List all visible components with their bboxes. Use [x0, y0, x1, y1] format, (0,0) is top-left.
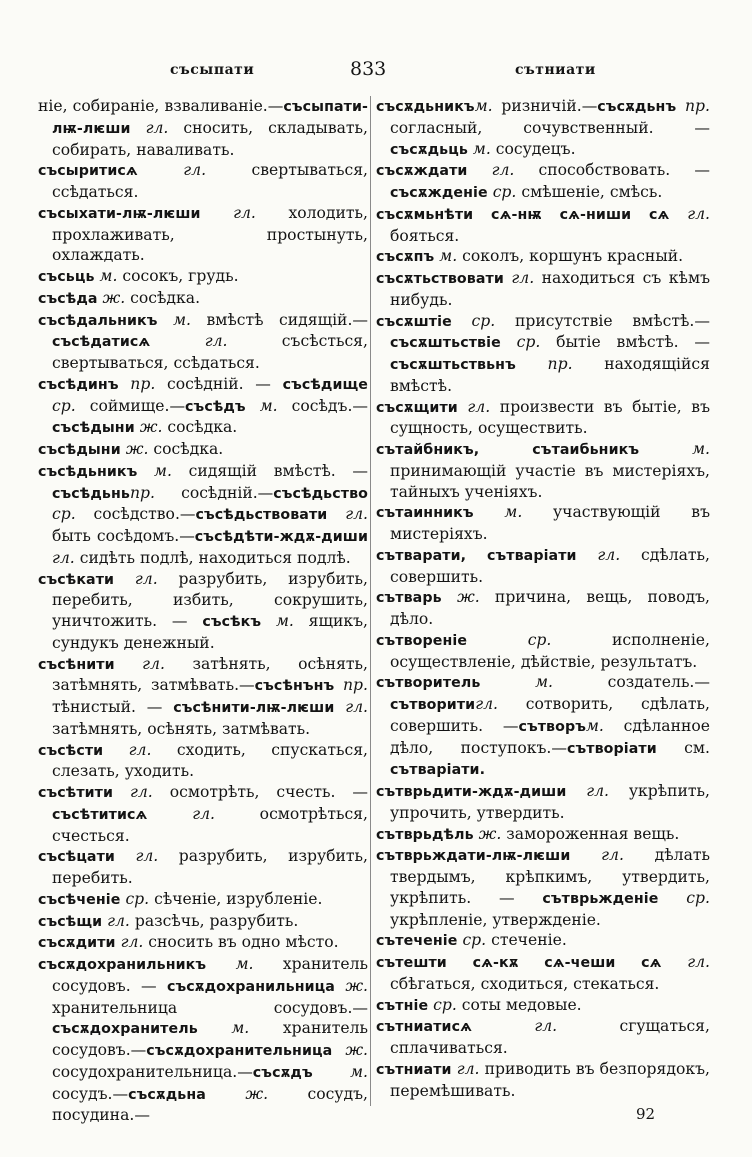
definition-text: дѣлать твердымъ, крѣпкимъ, утвердить, укрѣпить. —	[390, 846, 710, 907]
grammar-label: ср.	[125, 889, 150, 908]
grammar-label: гл.	[687, 953, 710, 971]
dictionary-entry	[38, 439, 368, 461]
grammar-label: м.	[231, 1019, 250, 1038]
headword: съсѣтити	[38, 785, 114, 801]
definition-text: соколъ, коршунъ красный.	[457, 247, 684, 266]
dictionary-entry	[38, 288, 368, 310]
definition-text	[452, 312, 472, 330]
grammar-label: ср.	[52, 396, 76, 415]
dictionary-entry	[376, 160, 710, 204]
definition-text	[119, 375, 131, 393]
dictionary-entry	[38, 954, 368, 1126]
headword: съсѣщи	[38, 913, 103, 930]
headword: съсѫдохранительница	[146, 1043, 333, 1059]
definition-text	[335, 977, 345, 995]
definition-text	[206, 955, 235, 973]
dictionary-entry	[376, 1016, 710, 1059]
headword: съсѣдьникъ	[38, 463, 138, 480]
headword: сътварь	[376, 590, 442, 607]
definition-text: сосѣдка.	[162, 418, 238, 437]
headword: съсѣнити-лѭ-лѥши	[173, 700, 335, 716]
headword: съсѣдьство	[273, 485, 368, 502]
definition-text	[501, 333, 517, 351]
headword: съсѣнънъ	[254, 678, 335, 695]
headword: съсѣдинъ	[38, 376, 119, 393]
grammar-label: ж.	[456, 588, 480, 607]
grammar-label: пр.	[547, 355, 573, 373]
headword: сътешти сѧ-кѫ сѧ-чеши сѧ	[376, 955, 662, 971]
grammar-label: гл.	[534, 1017, 558, 1036]
definition-text: сосѣдка.	[125, 288, 201, 307]
grammar-label: ср.	[471, 311, 496, 330]
headword: съсѫтьствовати	[376, 271, 504, 287]
definition-text	[639, 440, 692, 458]
definition-text: находиться съ кѣмъ нибудь.	[390, 269, 710, 309]
definition-text	[131, 119, 146, 137]
definition-text	[115, 655, 143, 673]
grammar-label: гл.	[345, 698, 368, 716]
headword: сътврьждати-лѭ-лѥши	[376, 848, 571, 865]
headword: съсѫдъ	[252, 1064, 313, 1081]
dictionary-entry	[376, 930, 710, 952]
definition-text	[137, 462, 154, 480]
dictionary-entry	[376, 246, 710, 268]
dictionary-entry	[38, 846, 368, 889]
grammar-label: гл.	[586, 782, 609, 800]
definition-text: разрубить, изрубить, перебить.	[52, 847, 368, 887]
definition-text: соймище.—	[75, 396, 186, 415]
grammar-label: гл.	[183, 161, 207, 180]
dictionary-entry	[376, 587, 710, 630]
definition-text: хранитель сосудовъ. —	[52, 955, 368, 995]
definition-text	[158, 311, 174, 329]
grammar-label: гл.	[601, 846, 624, 865]
headword: съсѣдъ	[185, 398, 246, 415]
definition-text: замороженная вещь.	[501, 824, 680, 843]
definition-text	[198, 1019, 232, 1037]
dictionary-entry	[376, 439, 710, 502]
headword: съсѣдьнь	[52, 485, 130, 502]
headword: съсѣцати	[38, 849, 115, 866]
definition-text	[138, 161, 183, 179]
definition-text: смѣшеніе, смѣсь.	[516, 183, 663, 201]
definition-text: быть сосѣдомъ.—	[52, 527, 195, 545]
headword: съсѣдальникъ	[38, 312, 158, 329]
dictionary-entry	[38, 461, 368, 569]
definition-text: сдѣлать, совершить.	[390, 545, 710, 586]
grammar-label: ж.	[345, 1041, 368, 1059]
grammar-label: пр.	[129, 483, 155, 502]
definition-text	[658, 889, 686, 907]
grammar-label: ср.	[527, 630, 552, 649]
header-left-guide-word: съсыпати	[170, 62, 255, 78]
grammar-label: гл.	[597, 545, 621, 564]
grammar-label: ср.	[516, 333, 541, 352]
definition-text: сгущаться, сплачиваться.	[390, 1017, 710, 1057]
grammar-label: ж.	[102, 288, 126, 307]
definition-text: приводить въ безпорядокъ, перемѣшивать.	[390, 1059, 710, 1100]
dictionary-entry	[376, 397, 710, 440]
headword: съсѫщити	[376, 399, 458, 416]
dictionary-entry	[376, 502, 710, 545]
headword: съсѫдьна	[128, 1086, 206, 1103]
definition-text: сосѣдка.	[148, 440, 224, 458]
definition-text: сосудъ, посудина.—	[52, 1084, 368, 1125]
dictionary-entry	[376, 672, 710, 781]
definition-text: разрубить, изрубить, перебить, избить, сокрушить, уничтожить. —	[52, 569, 368, 630]
headword: сътеченіе	[376, 933, 458, 950]
definition-text: сосудохранительница.—	[52, 1062, 253, 1081]
definition-text	[114, 570, 135, 588]
definition-text: находящійся вмѣстѣ.	[390, 355, 710, 395]
grammar-label: пр.	[130, 374, 156, 393]
dictionary-entry	[38, 782, 368, 846]
grammar-label: м.	[259, 396, 278, 415]
definition-text: сосокъ, грудь.	[117, 267, 239, 285]
headword: съсыритисѧ	[38, 163, 138, 180]
headword: сътворiати	[566, 740, 657, 757]
definition-text	[201, 204, 234, 222]
headword: сътніе	[376, 997, 429, 1014]
headword: съсѫдити	[38, 935, 116, 952]
left-column	[38, 96, 368, 1126]
dictionary-entry	[38, 160, 368, 203]
definition-text	[577, 546, 598, 564]
headword: сътврьжденіе	[542, 890, 659, 907]
headword: съсѣнити	[38, 656, 115, 673]
grammar-label: м.	[504, 503, 523, 522]
definition-text	[334, 676, 343, 694]
headword: съсѣдѣти-ждѫ-диши	[194, 529, 368, 545]
definition-text: способствовать. —	[514, 161, 710, 180]
definition-text: произвести въ бытіе, въ сущность, осуществить.	[390, 397, 710, 438]
definition-text: укрѣпить, упрочить, утвердить.	[390, 782, 710, 822]
definition-text	[570, 846, 601, 864]
definition-text: холодить, прохлаживать, простынуть, охлаждать.	[52, 203, 368, 265]
definition-text: затѣнять, осѣнять, затѣмнять, затмѣвать.—	[52, 654, 368, 695]
grammar-label: гл.	[511, 269, 535, 287]
definition-text: ризничій.—	[492, 97, 598, 115]
definition-text: сносить въ одно мѣсто.	[143, 933, 339, 952]
definition-text: вмѣстѣ сидящій.—	[190, 310, 368, 329]
definition-text: соты медовые.	[456, 995, 582, 1014]
definition-text: сбѣгаться, сходиться, стекаться.	[390, 974, 660, 993]
headword: съсѫпъ	[376, 249, 435, 266]
definition-text	[480, 673, 535, 691]
headword: съсѣкъ	[202, 614, 262, 630]
definition-text: сосѣдство.—	[75, 505, 196, 524]
grammar-label: гл.	[475, 695, 498, 713]
definition-text	[313, 1063, 350, 1081]
definition-text	[442, 588, 457, 606]
definition-text: затѣмнять, осѣнять, затмѣвать.	[52, 719, 311, 738]
dictionary-entry	[376, 96, 710, 160]
grammar-label: гл.	[233, 203, 256, 222]
grammar-label: ср.	[433, 995, 457, 1014]
header-right-guide-word: сътниати	[515, 62, 596, 78]
dictionary-entry	[38, 266, 368, 288]
grammar-label: гл.	[128, 740, 152, 759]
grammar-label: м.	[350, 1062, 368, 1081]
headword: съсѫштьствьнъ	[390, 357, 516, 373]
grammar-label: ср.	[462, 931, 487, 950]
headword: съсѣченіе	[38, 891, 121, 908]
grammar-label: гл.	[130, 783, 153, 801]
headword: съсѫдохранильница	[167, 978, 335, 995]
definition-text: сосѣдній. —	[155, 374, 283, 393]
grammar-label: ж.	[139, 418, 163, 437]
grammar-label: м.	[535, 673, 553, 692]
grammar-label: ж.	[125, 440, 149, 458]
grammar-label: пр.	[343, 676, 368, 695]
headword: съсѣкати	[38, 571, 115, 588]
headword: съсѫдьць	[390, 141, 468, 158]
headword: съсѣда	[38, 290, 98, 307]
dictionary-entry	[38, 374, 368, 439]
headword: съсѣтитисѧ	[52, 806, 148, 823]
definition-text	[103, 741, 128, 759]
grammar-label: ср.	[686, 888, 710, 907]
definition-text: ніе, собираніе, взваливаніе.—	[38, 97, 284, 115]
definition-text: сѣченіе, изрубленіе.	[149, 889, 323, 908]
definition-text: съсѣсться, свертываться, ссѣдаться.	[52, 332, 368, 372]
definition-text	[150, 332, 204, 350]
headword: сътврьдѣль	[376, 826, 474, 843]
definition-text	[474, 503, 505, 521]
headword: сътайбникъ, сътаибьникъ	[376, 442, 640, 458]
dictionary-entry	[38, 654, 368, 740]
right-column	[376, 96, 710, 1101]
definition-text	[115, 847, 136, 865]
definition-text	[246, 397, 260, 415]
definition-text	[458, 398, 468, 416]
definition-text: сходить, спускаться, слезать, уходить.	[52, 740, 368, 781]
grammar-label: ср.	[492, 183, 517, 201]
grammar-label: гл.	[456, 1059, 480, 1078]
dictionary-entry	[376, 1059, 710, 1102]
dictionary-entry	[376, 824, 710, 846]
dictionary-entry	[376, 204, 710, 247]
definition-text: хранительница сосудовъ.—	[52, 998, 368, 1017]
grammar-label: м.	[235, 955, 254, 973]
dictionary-entry	[376, 311, 710, 397]
definition-text: причина, вещь, поводъ, дѣло.	[390, 588, 710, 628]
grammar-label: м.	[585, 716, 604, 735]
definition-text: осмотрѣть, счесть. —	[152, 783, 368, 801]
definition-text	[676, 97, 685, 115]
definition-text	[467, 631, 528, 649]
headword: сътворитель	[376, 675, 481, 692]
definition-text: свертываться, ссѣдаться.	[52, 161, 368, 201]
definition-text: исполненіе, осуществленіе, дѣйствіе, результатъ.	[390, 630, 710, 671]
definition-text: тѣнистый. —	[52, 698, 174, 716]
definition-text: бытіе вмѣстѣ. —	[540, 333, 710, 352]
headword: сътниатисѧ	[376, 1019, 472, 1036]
definition-text: присутствіе вмѣстѣ.—	[495, 311, 710, 330]
dictionary-entry	[38, 310, 368, 374]
grammar-label: гл.	[345, 505, 368, 524]
definition-text: сидѣть подлѣ, находиться подлѣ.	[74, 548, 351, 567]
headword: съсѫжденіе	[390, 185, 488, 201]
headword: съсѣдьствовати	[195, 507, 328, 524]
headword: сътвореніе	[376, 632, 468, 649]
grammar-label: гл.	[145, 118, 169, 137]
definition-text	[113, 783, 130, 801]
headword: съсѫдьникъ	[376, 99, 475, 115]
grammar-label: гл.	[467, 397, 491, 416]
definition-text: ящикъ, сундукъ денежный.	[52, 612, 368, 652]
definition-text: см.	[656, 738, 710, 757]
definition-text	[662, 953, 688, 971]
definition-text: осмотрѣться, счесться.	[52, 804, 368, 845]
dictionary-entry	[38, 96, 368, 160]
definition-text	[566, 782, 586, 800]
definition-text	[334, 698, 345, 716]
definition-text: сосѣдъ.—	[277, 396, 368, 415]
definition-text: принимающій участіе въ мистеріяхъ, тайныхъ ученіяхъ.	[390, 461, 710, 501]
page-number: 833	[350, 58, 387, 80]
dictionary-entry	[38, 740, 368, 783]
headword: сътварiати.	[390, 762, 486, 779]
grammar-label: ж.	[478, 824, 502, 843]
definition-text	[467, 161, 491, 179]
grammar-label: м.	[173, 310, 191, 329]
definition-text: сидящій вмѣстѣ. —	[171, 461, 368, 480]
grammar-label: м.	[472, 139, 491, 158]
headword: съсѫдьнъ	[597, 99, 677, 115]
headword: съсыхати-лѭ-лѥши	[38, 205, 201, 222]
running-header	[0, 58, 752, 86]
dictionary-entry	[38, 889, 368, 911]
dictionary-entry	[376, 845, 710, 930]
headword: съсѫштіе	[376, 313, 452, 330]
definition-text: бояться.	[390, 226, 460, 245]
headword: съсѫштьствіе	[390, 335, 501, 352]
headword: съсѫмьнѣти сѧ-нѭ сѧ-ниши сѧ	[376, 206, 670, 223]
headword: съсѣсти	[38, 742, 104, 759]
definition-text: сносить, складывать, собирать, наваливать.	[52, 118, 368, 159]
grammar-label: м.	[154, 461, 172, 480]
dictionary-entry	[376, 995, 710, 1017]
dictionary-entry	[38, 569, 368, 654]
dictionary-entry	[38, 203, 368, 266]
dictionary-entry	[376, 545, 710, 588]
grammar-label: ж.	[345, 976, 368, 995]
definition-text: сотворить, сдѣлать, совершить. —	[390, 695, 710, 735]
definition-text: укрѣпленіе, утвержденіе.	[390, 910, 601, 929]
dictionary-entry	[376, 952, 710, 995]
grammar-label: м.	[99, 267, 118, 285]
grammar-label: м.	[439, 247, 458, 266]
definition-text: сдѣланное дѣло, поступокъ.—	[390, 716, 710, 757]
definition-text	[516, 355, 548, 373]
grammar-label: ж.	[245, 1084, 269, 1103]
definition-text: участвующій въ мистеріяхъ.	[390, 503, 710, 543]
definition-text	[147, 805, 192, 823]
dictionary-entry	[376, 781, 710, 824]
dictionary-entry	[376, 268, 710, 311]
grammar-label: гл.	[135, 847, 159, 866]
grammar-label: гл.	[192, 804, 215, 823]
definition-text	[472, 1017, 534, 1035]
definition-text	[327, 505, 345, 523]
grammar-label: м.	[474, 97, 493, 115]
grammar-label: гл.	[107, 911, 130, 930]
grammar-label: пр.	[685, 97, 710, 115]
definition-text: сосудецъ.	[490, 139, 576, 158]
headword: съсыпати-лѭ-лѥши	[52, 99, 368, 137]
grammar-label: гл.	[52, 548, 75, 567]
grammar-label: гл.	[120, 933, 144, 952]
definition-text	[261, 612, 276, 630]
headword: сътаинникъ	[376, 505, 474, 522]
headword: съсѫдохранитель	[52, 1021, 198, 1038]
signature-number: 92	[636, 1105, 656, 1123]
grammar-label: гл.	[142, 654, 165, 673]
headword: сътниати	[376, 1061, 452, 1078]
definition-text	[332, 1041, 345, 1059]
definition-text: согласный, сочувственный. —	[390, 118, 710, 137]
definition-text: сосѣдній.—	[154, 483, 274, 502]
headword: сътврьдити-ждѫ-диши	[376, 784, 567, 800]
headword: съсѣдыни	[52, 420, 135, 437]
column-divider	[370, 96, 371, 1106]
definition-text: создатель.—	[553, 673, 710, 692]
headword: сътворъ	[518, 718, 586, 735]
definition-text: сосудъ.—	[52, 1084, 129, 1103]
definition-text: стеченіе.	[486, 931, 567, 950]
grammar-label: ср.	[52, 505, 76, 524]
headword: сътворити	[390, 697, 476, 713]
definition-text: разсѣчь, разрубить.	[129, 911, 299, 930]
headword: съсѣдыни	[38, 442, 121, 458]
definition-text	[206, 1085, 245, 1103]
dictionary-entry	[376, 630, 710, 673]
grammar-label: м.	[275, 612, 294, 630]
headword: сътварати, сътварiати	[376, 547, 577, 564]
headword: съсьць	[38, 269, 95, 285]
grammar-label: гл.	[491, 161, 515, 180]
headword: съсѣдатисѧ	[52, 334, 151, 351]
grammar-label: гл.	[204, 332, 228, 351]
grammar-label: гл.	[687, 204, 710, 223]
dictionary-entry	[38, 911, 368, 933]
definition-text: хранитель сосудовъ.—	[52, 1019, 368, 1059]
headword: съсѫдохранильникъ	[38, 957, 207, 973]
grammar-label: м.	[692, 440, 710, 458]
headword: съсѫждати	[376, 163, 468, 180]
grammar-label: гл.	[134, 569, 158, 588]
definition-text	[669, 205, 687, 223]
dictionary-entry	[38, 932, 368, 954]
headword: съсѣдище	[282, 376, 368, 393]
